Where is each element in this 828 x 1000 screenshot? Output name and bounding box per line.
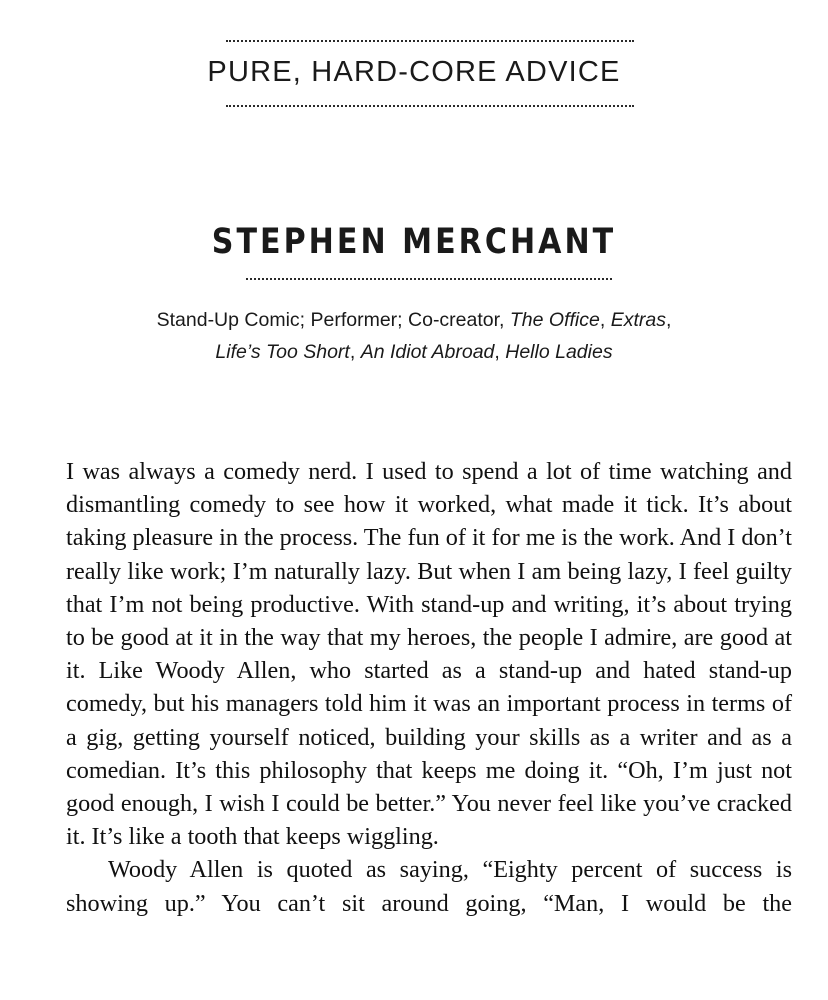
paragraph-2: Woody Allen is quoted as saying, “Eighty percent of success is showing up.” You can’t sit around going, “Man, I would be the	[66, 856, 792, 917]
roles-prefix: Stand-Up Comic; Performer; Co-creator,	[156, 309, 510, 331]
profile-name: STEPHEN MERCHANT	[211, 222, 617, 262]
credit-lifes-too-short: Life’s Too Short	[215, 341, 350, 363]
section-title: PURE, HARD-CORE ADVICE	[207, 56, 621, 88]
paragraph-1: I was always a comedy nerd. I used to spend a lot of time watching and dismantling comedy to see how it worked, what made it tick. It’s about taking pleasure in the process. The fun of it for me is the work. And I don’t really like work; I’m naturally lazy. But when I am being lazy, I feel guilty that I’m not being productive. With stand-up and writing, it’s about trying to be good at it in the way that my heroes, the people I admire, are good at it. Like Woody Allen, who started as a stand-up and hated stand-up comedy, but his managers told him it was an important process in terms of a gig, getting yourself noticed, building your skills as a writer and as a comedian. It’s this philosophy that keeps me doing it. “Oh, I’m just not good enough, I wish I could be better.” You never feel like you’ve cracked it. It’s like a tooth that keeps wiggling.	[66, 458, 792, 851]
section-dotted-rule	[226, 105, 634, 107]
credit-extras: Extras	[610, 309, 666, 331]
credit-an-idiot-abroad: An Idiot Abroad	[360, 341, 495, 363]
credit-hello-ladies: Hello Ladies	[505, 341, 613, 363]
body-text	[66, 455, 792, 920]
credit-the-office: The Office	[509, 309, 600, 331]
roles-line-2: Life’s Too Short, An Idiot Abroad, Hello Ladies	[215, 341, 613, 363]
name-dotted-rule	[246, 278, 612, 280]
profile-roles	[0, 304, 828, 368]
roles-line-1: Stand-Up Comic; Performer; Co-creator, The Office, Extras,	[156, 309, 672, 331]
top-dotted-rule	[226, 40, 634, 42]
